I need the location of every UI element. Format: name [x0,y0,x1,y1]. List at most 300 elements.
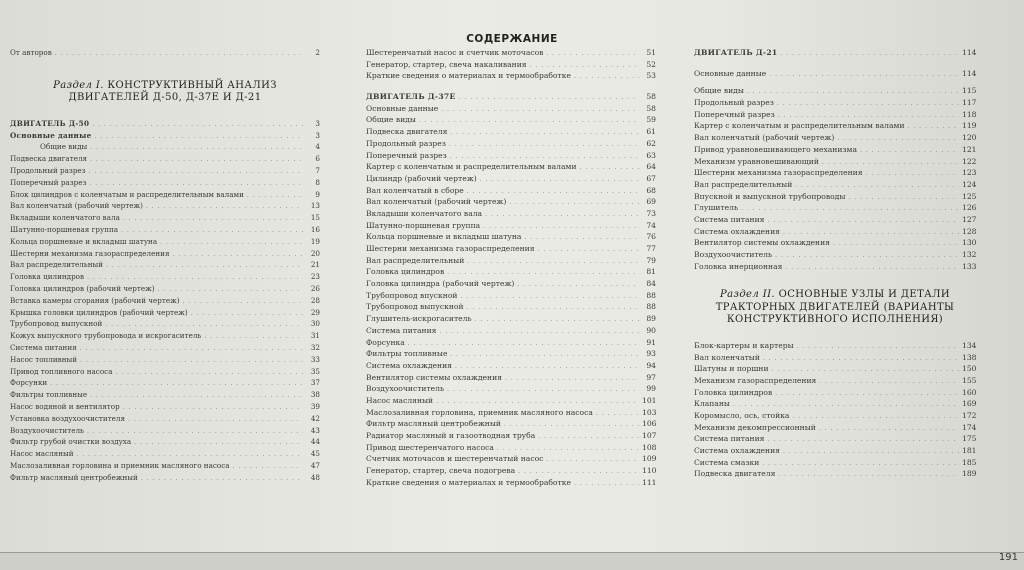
toc-entry-page: 74 [646,220,656,230]
toc-entry [366,162,656,174]
toc-entry-page: 169 [962,399,977,409]
toc-entry-title: Основные данные [694,68,767,78]
toc-entry-title: Вентилятор системы охлаждения [694,238,830,248]
toc-entry-title: Краткие сведения о материалах и термообработке [366,71,571,81]
toc-entry [694,203,976,215]
toc-entry [366,232,656,244]
leader-dots [822,159,959,166]
toc-entry-title: Впускной и выпускной трубопроводы [694,191,846,201]
toc-entry-page: 175 [962,434,977,444]
toc-entry [366,466,656,478]
toc-entry-page: 19 [310,236,320,246]
toc-entry [10,378,320,390]
toc-entry [366,373,656,385]
toc-entry-page: 118 [962,109,977,119]
leader-dots [183,298,303,305]
leader-dots [80,345,303,352]
toc-entry-page: 127 [962,214,977,224]
toc-entry-page: 58 [646,103,656,113]
toc-entry [366,197,656,209]
leader-dots [89,180,303,187]
toc-entry-title: Маслозаливная горловина и приемник масляного насоса [10,460,230,470]
toc-entry [366,244,656,256]
toc-entry-page: 114 [962,48,977,57]
toc-entry-title: Генератор, стартер, свеча подогрева [366,466,516,476]
toc-entry-title: ДВИГАТЕЛЬ Д-21 [694,48,778,57]
toc-entry-title: Шестеренчатый насос и счетчик моточасов [366,48,544,57]
toc-entry-title: Насос масляный [10,449,74,459]
leader-dots [80,357,303,364]
toc-entry-title: Насос водяной и вентилятор [10,401,120,411]
toc-entry-title: Глушитель [694,203,739,213]
toc-entry-title: Механизм газораспределения [694,375,817,385]
toc-entry [366,291,656,303]
toc-entry-title: Основные данные [366,103,439,113]
toc-entry-page: 15 [310,213,320,223]
toc-entry-page: 3 [315,130,320,140]
toc-entry [366,127,656,139]
toc-entry-page: 174 [962,422,977,432]
toc-entry-title: Вал коленчатый (рабочий чертеж) [694,133,835,143]
toc-entry-title: Головка инерционная [694,261,783,271]
toc-column-1 [10,48,320,485]
section-2-title-line3: КОНСТРУКТИВНОГО ИСПОЛНЕНИЯ) [726,314,944,326]
toc-entry-page: 20 [310,248,320,258]
toc-entry-page: 63 [646,150,656,160]
toc-entry [10,213,320,225]
toc-entry [366,115,656,127]
toc-entry-title: Головка цилиндра (рабочий чертеж) [366,279,515,289]
leader-dots [524,234,639,241]
leader-dots [546,456,639,463]
toc-entry-title: Вал коленчатый (рабочий чертеж) [366,197,507,207]
leader-dots [77,451,303,458]
toc-entry-page: 181 [962,446,977,456]
toc-entry [10,190,320,202]
toc-entry-title: Привод уравновешивающего механизма [694,144,857,154]
leader-dots [504,421,639,428]
toc-entry-title: Трубопровод выпускной [10,319,103,329]
leader-dots [450,129,639,136]
toc-entry [366,186,656,198]
toc-entry-title: Вал коленчатый [694,352,760,362]
toc-entry-title: Поперечный разрез [694,109,775,119]
toc-entry-page: 38 [310,390,320,400]
toc-entry-title: Шестерни механизма газораспределения [10,248,170,258]
leader-dots [459,94,639,101]
toc-entry-page: 61 [646,127,656,137]
toc-entry-title: Счетчик моточасов и шестеренчатый насос [366,454,544,464]
toc-entry-title: Кольца поршневые и вкладыш шатуна [10,236,158,246]
toc-entry-title: Шатунно-поршневая группа [10,224,119,234]
toc-entry-title: Кожух выпускного трубопровода и искрогаситель [10,331,202,341]
toc-entry-page: 35 [310,366,320,376]
toc-entry [366,408,656,420]
toc-entry [366,221,656,233]
toc-entry-page: 32 [310,342,320,352]
toc-entry-page: 79 [646,255,656,265]
toc-entry [694,192,976,204]
toc-entry [694,262,976,274]
toc-entry-title: Головка цилиндров (рабочий чертеж) [10,283,155,293]
toc-entry-page: 6 [315,154,320,164]
leader-dots [204,333,303,340]
page-number: 191 [998,552,1018,563]
toc-entry-page: 124 [962,179,977,189]
section-2-heading [694,289,976,327]
toc-list-section-2 [694,341,976,481]
toc-entry [10,367,320,379]
leader-dots [783,229,959,236]
toc-entry [366,443,656,455]
leader-dots [449,141,639,148]
toc-entry-page: 77 [646,244,656,253]
toc-entry-page: 68 [646,185,656,195]
toc-entry-page: 8 [315,177,320,187]
toc-entry-title: Привод шестеренчатого насоса [366,442,494,452]
toc-entry-page: 121 [962,144,977,154]
toc-entry [694,434,976,446]
leader-dots [596,410,639,417]
toc-entry [10,390,320,402]
leader-dots [767,436,959,443]
toc-entry [694,353,976,365]
toc-entry-title: Кольца поршневые и вкладыш шатуна [366,232,522,242]
toc-entry [694,121,976,133]
toc-entry-title: Подвеска двигателя [10,154,88,164]
leader-dots [819,425,959,432]
toc-entry [694,238,976,250]
toc-entry-title: Коромысло, ось, стойка [694,411,790,420]
toc-entry [10,272,320,284]
toc-entry [694,157,976,169]
toc-entry [10,355,320,367]
leader-dots [87,428,303,435]
leader-dots [480,176,639,183]
toc-entry-page: 99 [646,384,656,394]
leader-dots [115,369,303,376]
toc-entry [10,284,320,296]
toc-entry-title: Блок-картеры и картеры [694,340,794,350]
toc-top-list [10,48,320,60]
toc-entry-page: 45 [310,449,320,459]
toc-entry [694,388,976,400]
toc-entry-page: 26 [310,283,320,293]
leader-dots [777,100,959,107]
toc-column-2 [366,48,656,489]
toc-entry [366,431,656,443]
toc-entry [694,469,976,481]
toc-entry [694,423,976,435]
page-bottom-edge [0,552,1024,570]
toc-entry [10,166,320,178]
toc-entry-title: Головка цилиндров [366,267,445,277]
leader-dots [467,258,639,265]
toc-entry [694,250,976,262]
leader-dots [497,445,639,452]
toc-entry-page: 53 [646,71,656,81]
leader-dots [866,170,959,177]
section-1-label: Раздел I. [53,79,104,91]
toc-entry-title: Привод топливного насоса [10,366,113,376]
toc-entry-title: Фильтр масляный центробежный [10,472,138,482]
leader-dots [530,62,639,69]
leader-dots [436,398,639,405]
toc-entry [366,419,656,431]
toc-entry-page: 30 [310,319,320,329]
toc-entry [694,133,976,145]
toc-entry-page: 84 [646,279,656,289]
leader-dots [467,188,639,195]
toc-entry [694,341,976,353]
toc-entry-title: Продольный разрез [10,165,86,175]
toc-entry-page: 23 [310,272,320,282]
toc-entry-title: Система охлаждения [366,360,452,370]
leader-dots [795,182,959,189]
toc-entry [10,131,320,143]
leader-dots [87,274,303,281]
toc-entry-page: 132 [962,250,977,259]
toc-entry-title: Продольный разрез [366,138,446,148]
toc-entry-page: 128 [962,226,977,236]
leader-dots [50,380,303,387]
leader-dots [769,71,959,78]
leader-dots [781,50,959,57]
toc-entry-page: 133 [962,261,977,271]
leader-dots [505,375,639,382]
toc-entry-title: Система питания [366,325,437,335]
toc-entry-title: Генератор, стартер, свеча накаливания [366,59,527,69]
toc-entry [366,326,656,338]
toc-entry [10,178,320,190]
toc-entry [366,151,656,163]
toc-entry [366,338,656,350]
toc-entry-title: Подвеска двигателя [694,469,776,479]
leader-dots [848,194,959,201]
leader-dots [747,88,959,95]
toc-entry-title: Форсунка [366,337,405,347]
toc-entry-title: Радиатор масляный и газоотводная труба [366,431,536,440]
toc-entry-page: 9 [315,189,320,199]
toc-entry-page: 110 [642,466,657,476]
toc-entry [694,376,976,388]
leader-dots [741,205,959,212]
leader-dots [517,281,639,288]
leader-dots [574,480,639,487]
leader-dots [767,217,959,224]
leader-dots [792,413,959,420]
toc-entry-page: 16 [310,224,320,234]
toc-entry-title: Установка воздухоочистителя [10,413,126,423]
toc-entry-page: 111 [642,477,657,487]
leader-dots [574,73,639,80]
toc-entry [10,402,320,414]
toc-entry [366,478,656,490]
toc-entry-title: Продольный разрез [694,98,774,108]
toc-entry-title: Насос топливный [10,354,78,364]
toc-entry-page: 51 [646,48,656,57]
toc-entry-title: Вал распределительный [366,255,465,265]
toc-entry-title: Воздухоочиститель [694,250,773,259]
toc-entry [366,302,656,314]
leader-dots [797,343,959,350]
section-2-label: Раздел II. [719,289,775,301]
leader-dots [775,390,959,397]
toc-entry [366,71,656,83]
leader-dots [785,264,959,271]
toc-entry-title: Фильтры топливные [10,390,88,400]
leader-dots [90,392,303,399]
toc-entry-page: 29 [310,307,320,317]
leader-dots [819,378,959,385]
toc-entry-page: 73 [646,208,656,218]
leader-dots [450,351,639,358]
toc-entry-page: 109 [642,454,657,464]
toc-entry [694,168,976,180]
toc-column-3 [694,48,976,481]
leader-dots [860,147,959,154]
leader-dots [134,439,303,446]
toc-entry-page: 106 [642,419,657,429]
toc-entry [366,60,656,72]
leader-dots [191,310,303,317]
toc-entry-page: 114 [962,68,977,78]
toc-entry [10,343,320,355]
toc-entry-page: 48 [310,472,320,482]
toc-entry [694,215,976,227]
leader-dots [837,135,959,142]
leader-dots [128,416,303,423]
toc-entry-page: 47 [310,460,320,470]
toc-entry [10,119,320,131]
leader-dots [485,211,639,218]
toc-entry-title: Головка цилиндров [10,272,85,282]
toc-entry-title: Общие виды [40,142,88,152]
toc-entry-page: 4 [315,142,320,152]
toc-entry [694,98,976,110]
toc-entry-title: Маслозаливная горловина, приемник масляного насоса [366,407,593,417]
toc-entry-title: Краткие сведения о материалах и термообработке [366,477,571,487]
leader-dots [419,117,639,124]
leader-dots [783,448,959,455]
toc-entry-title: Система питания [694,214,765,224]
toc-entry-page: 103 [642,407,657,417]
leader-dots [455,363,639,370]
toc-entry-title: Вал коленчатый в сборе [366,185,464,195]
toc-entry-title: Вал коленчатый (рабочий чертеж) [10,201,143,211]
leader-dots [733,401,959,408]
toc-entry-title: Система смазки [694,457,760,467]
toc-entry-title: Система питания [10,342,77,352]
toc-entry [10,473,320,485]
toc-entry-page: 97 [646,372,656,382]
leader-dots [538,246,639,253]
toc-entry-title: Крышка головки цилиндров (рабочий чертеж) [10,307,188,317]
toc-entry-title: Блок цилиндров с коленчатым и распределительным валами [10,189,244,199]
toc-entry-page: 59 [646,115,656,125]
toc-entry-title: Цилиндр (рабочий чертеж) [366,173,477,183]
toc-entry-title: Поперечный разрез [366,150,447,160]
toc-entry-page: 33 [310,354,320,364]
toc-entry [694,227,976,239]
toc-entry [10,414,320,426]
leader-dots [408,340,639,347]
leader-dots [908,123,959,130]
leader-dots [160,239,303,246]
toc-entry-page: 185 [962,457,977,467]
leader-dots [89,168,303,175]
toc-entry-page: 123 [962,168,977,178]
toc-entry-title: Система охлаждения [694,226,780,236]
toc-entry-page: 52 [646,59,656,69]
toc-entry-page: 126 [962,203,977,213]
contents-title: СОДЕРЖАНИЕ [466,33,558,45]
toc-list-d21 [694,48,976,273]
section-1-heading [10,80,320,105]
toc-entry [10,225,320,237]
toc-entry [10,48,320,60]
toc-entry [10,201,320,213]
toc-entry [366,174,656,186]
toc-entry [366,454,656,466]
toc-entry-title: Форсунки [10,378,48,388]
toc-entry-title: Общие виды [366,115,416,125]
toc-entry-title: Вал распределительный [10,260,104,270]
toc-entry [10,426,320,438]
leader-dots [441,106,639,113]
toc-entry [366,256,656,268]
toc-entry [10,142,320,154]
toc-entry-page: 120 [962,133,977,143]
toc-entry [10,449,320,461]
leader-dots [538,433,639,440]
toc-entry-title: Основные данные [10,130,92,140]
toc-entry-page: 150 [962,364,977,374]
leader-dots [247,192,303,199]
leader-dots [460,293,639,300]
toc-entry [694,180,976,192]
leader-dots [762,460,959,467]
leader-dots [483,223,639,230]
toc-entry-title: Трубопровод выпускной [366,302,464,312]
toc-entry-page: 39 [310,401,320,411]
toc-entry [694,69,976,81]
toc-entry-title: Шестерни механизма газораспределения [694,168,863,178]
toc-entry-title: Вкладыши коленчатого вала [10,213,120,223]
toc-entry-title: Механизм декомпрессионный [694,422,816,432]
toc-entry [366,396,656,408]
toc-entry-title: Насос масляный [366,395,434,405]
leader-dots [94,133,303,140]
toc-entry-page: 64 [646,162,656,172]
toc-entry-page: 155 [962,375,977,385]
toc-entry-page: 90 [646,325,656,335]
leader-dots [141,475,303,482]
toc-entry-page: 88 [646,302,656,312]
toc-entry [366,361,656,373]
toc-entry-page: 76 [646,232,656,242]
toc-entry-title: Трубопровод впускной [366,290,458,300]
toc-entry-page: 3 [315,118,320,128]
toc-entry-page: 2 [315,48,320,57]
toc-entry-page: 7 [315,165,320,175]
leader-dots [55,50,303,57]
toc-entry-page: 101 [642,395,657,405]
toc-entry-page: 69 [646,197,656,207]
toc-entry-page: 119 [962,121,977,131]
toc-entry [694,364,976,376]
toc-list-d50 [10,119,320,485]
